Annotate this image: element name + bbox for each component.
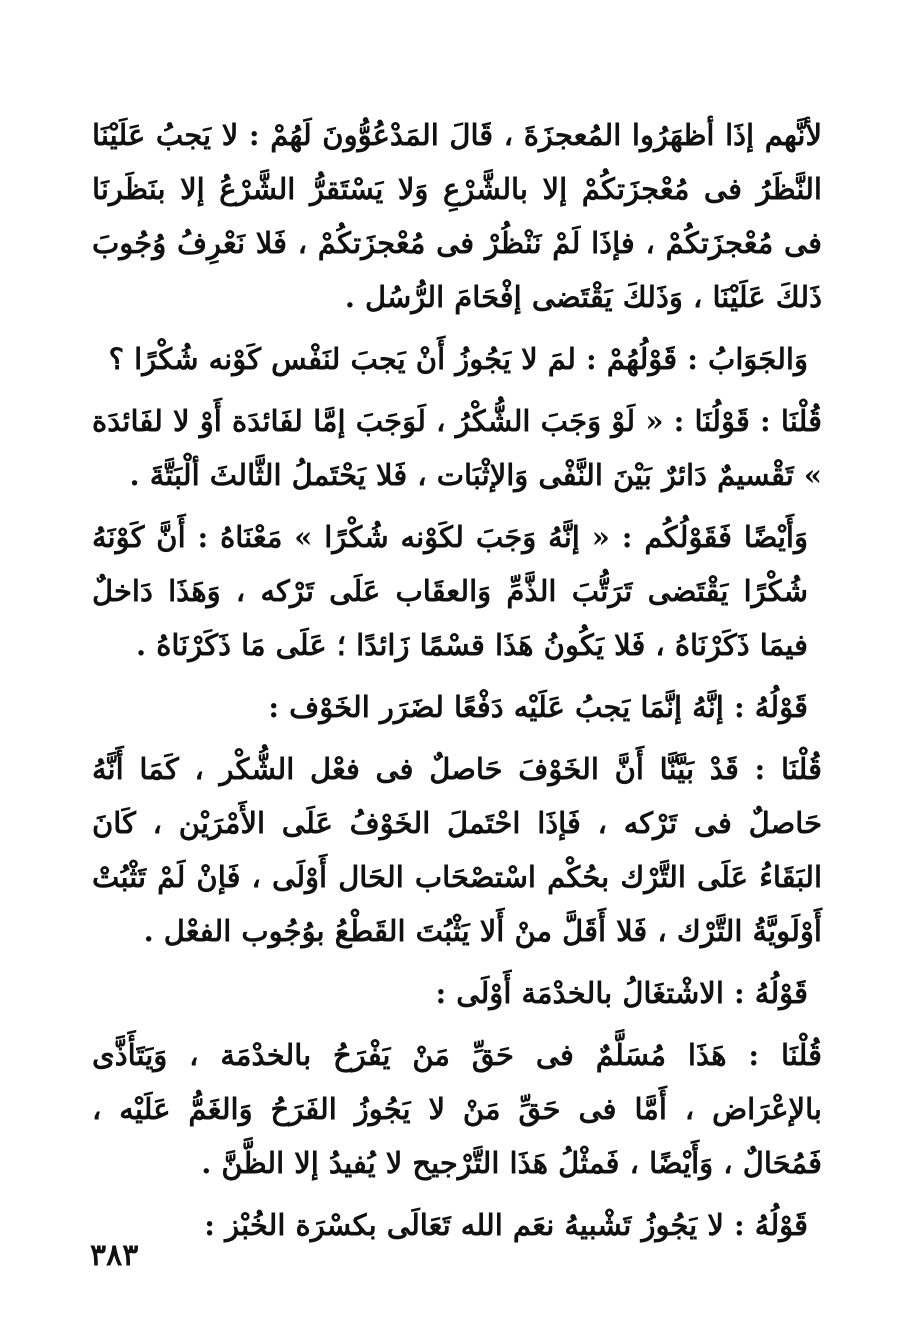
paragraph-9: قَوْلُهُ : لا يَجُوزُ تَشْبيهُ نعَم الله تَعَالَى بكسْرَة الخُبْز :	[204, 1208, 808, 1242]
paragraph-1: لأنَّهم إذَا أظهَرُوا المُعجزَةَ ، قَالَ المَدْعُوُّونَ لَهُمْ : لا يَجبُ عَلَيْنَا النَّظَرُ فى مُعْجزَتكُمْ إلا بالشَّرْعِ وَلا يَسْتَقرُّ الشَّرْعُ إلا بنَظَرنَا فى مُعْجزَتكُمْ ، فإذَا لَمْ نَنْظُرْ فى مُعْجزَتكُمْ ، فَلا نَعْرِفُ وُجُوبَ ذَلكَ عَلَيْنَا ، وَذَلكَ يَقْتَضى إفْحَامَ الرُّسُل .	[92, 118, 822, 314]
paragraph-4: وَأَيْضًا فَقَوْلُكُم : « إنَّهُ وَجَبَ لكَوْنه شُكْرًا » مَعْنَاهُ : أَنَّ كَوْنَهُ شُكْرًا يَقْتَضى تَرَتُّبَ الذَّمِّ وَالعقَاب عَلَى تَرْكه ، وَهَذَا دَاخلٌ فيمَا ذَكَرْنَاهُ ، فَلا يَكُونُ هَذَا قسْمًا زَائدًا ؛ عَلَى مَا ذَكَرْنَاهُ .	[92, 520, 808, 662]
paragraph-6: قُلْنَا : قَدْ بَيَّنَّا أَنَّ الخَوْفَ حَاصلٌ فى فعْل الشُّكْر ، كَمَا أَنَّهُ حَاصلٌ فى تَرْكه ، فَإذَا احْتَملَ الخَوْفُ عَلَى الأَمْرَيْن ، كَانَ البَقَاءُ عَلَى التَّرْك بحُكْم اسْتصْحَاب الحَال أَوْلَى ، فَإنْ لَمْ تَثْبُتْ أَوْلَويَّةُ التَّرْك ، فَلا أَقَلَّ منْ أَلا يَثْبُتَ القَطْعُ بوُجُوب الفعْل .	[92, 752, 822, 948]
paragraph-5: قَوْلُهُ : إنَّهُ إنَّمَا يَجبُ عَلَيْه دَفْعًا لضَرَر الخَوْف :	[268, 690, 808, 724]
paragraph-8: قُلْنَا : هَذَا مُسَلَّمٌ فى حَقِّ مَنْ يَفْرَحُ بالخدْمَة ، وَيَتَأَذَّى بالإعْرَاض ، أَمَّا فى حَقِّ مَنْ لا يَجُوزُ الفَرَحُ وَالغَمُّ عَلَيْه ، فَمُحَالٌ ، وَأَيْضًا ، فَمثْلُ هَذَا التَّرْجيح لا يُفيدُ إلا الظَّنَّ .	[92, 1038, 822, 1180]
paragraph-3: قُلْنَا : قَوْلُنَا : « لَوْ وَجَبَ الشُّكْرُ ، لَوَجَبَ إمَّا لفَائدَة أَوْ لا لفَائدَة » تَقْسيمٌ دَائرٌ بَيْنَ النَّفْى وَالإثْبَات ، فَلا يَحْتَملُ الثَّالثَ ألْبَتَّةَ .	[92, 404, 822, 492]
paragraph-7: قَوْلُهُ : الاشْتغَالُ بالخدْمَة أَوْلَى :	[435, 976, 808, 1010]
page-number: ٣٨٣	[90, 1238, 139, 1273]
paragraph-2: وَالجَوَابُ : قَوْلُهُمْ : لمَ لا يَجُوزُ أَنْ يَجبَ لنَفْس كَوْنه شُكْرًا ؟	[108, 342, 808, 376]
page-body	[92, 108, 822, 1260]
